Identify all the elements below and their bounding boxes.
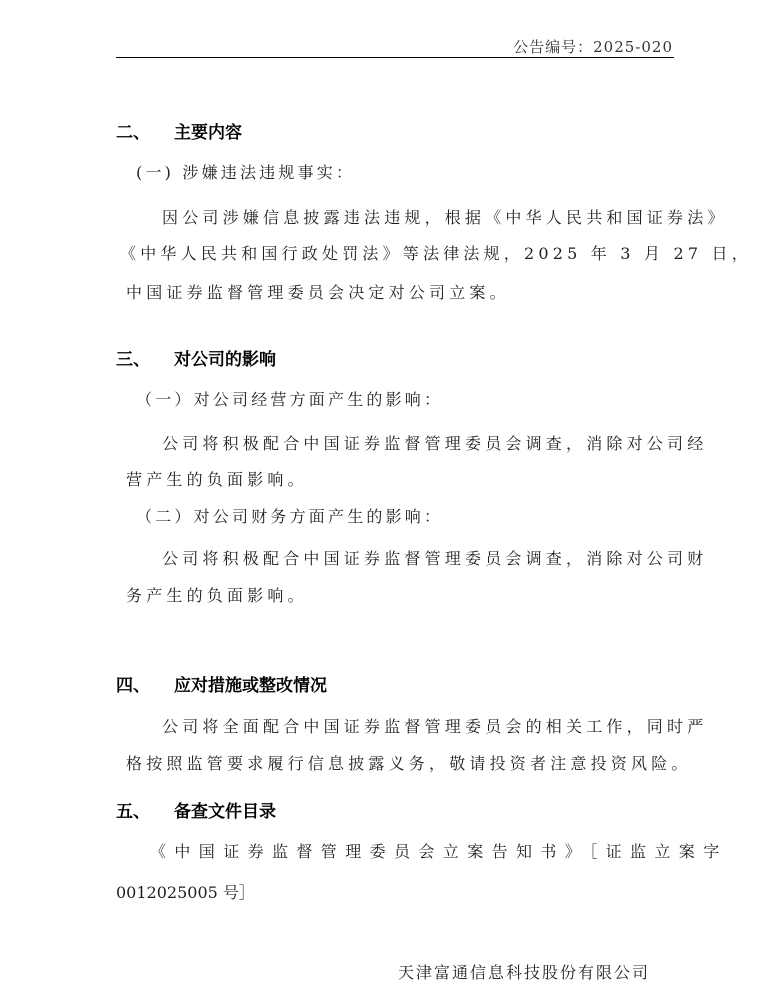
section-heading-countermeasures bbox=[116, 671, 327, 696]
paragraph-line: 0012025005 号］ bbox=[116, 883, 255, 902]
subsection-label-finance: （二）对公司财务方面产生的影响： bbox=[136, 507, 444, 526]
section-title: 备查文件目录 bbox=[174, 802, 276, 822]
section-heading-main-content bbox=[116, 118, 242, 143]
section-heading-reference-documents bbox=[116, 797, 276, 822]
section-number: 二、 bbox=[116, 123, 150, 143]
announcement-number: 公告编号：2025-020 bbox=[513, 38, 673, 56]
paragraph-line: 务产生的负面影响。 bbox=[126, 586, 308, 605]
paragraph-line: 公司将积极配合中国证券监督管理委员会调查，消除对公司经 bbox=[162, 434, 708, 453]
paragraph-line: 《中国证券监督管理委员会立案告知书》［证监立案字 bbox=[150, 842, 728, 861]
subsection-label-operations: （一）对公司经营方面产生的影响： bbox=[136, 390, 444, 409]
section-heading-impact bbox=[116, 345, 276, 370]
paragraph-line: 《中华人民共和国行政处罚法》等法律法规，2025 年 3 月 27 日， bbox=[120, 244, 752, 263]
paragraph-line: 因公司涉嫌信息披露违法违规，根据《中华人民共和国证券法》 bbox=[162, 208, 728, 227]
section-title: 主要内容 bbox=[174, 123, 242, 143]
paragraph-line: 营产生的负面影响。 bbox=[126, 470, 308, 489]
paragraph-line: 公司将积极配合中国证券监督管理委员会调查，消除对公司财 bbox=[162, 549, 708, 568]
paragraph-line: 公司将全面配合中国证券监督管理委员会的相关工作，同时严 bbox=[162, 717, 708, 736]
company-signature: 天津富通信息科技股份有限公司 bbox=[398, 963, 651, 982]
section-number: 四、 bbox=[116, 676, 150, 696]
section-number: 五、 bbox=[116, 802, 150, 822]
section-title: 应对措施或整改情况 bbox=[174, 676, 327, 696]
section-title: 对公司的影响 bbox=[174, 350, 276, 370]
paragraph-line: 格按照监管要求履行信息披露义务，敬请投资者注意投资风险。 bbox=[126, 754, 692, 773]
header-divider bbox=[116, 57, 674, 58]
subsection-label-violation-facts: (一) 涉嫌违法违规事实： bbox=[136, 163, 356, 182]
section-number: 三、 bbox=[116, 350, 150, 370]
paragraph-line: 中国证券监督管理委员会决定对公司立案。 bbox=[126, 283, 510, 302]
